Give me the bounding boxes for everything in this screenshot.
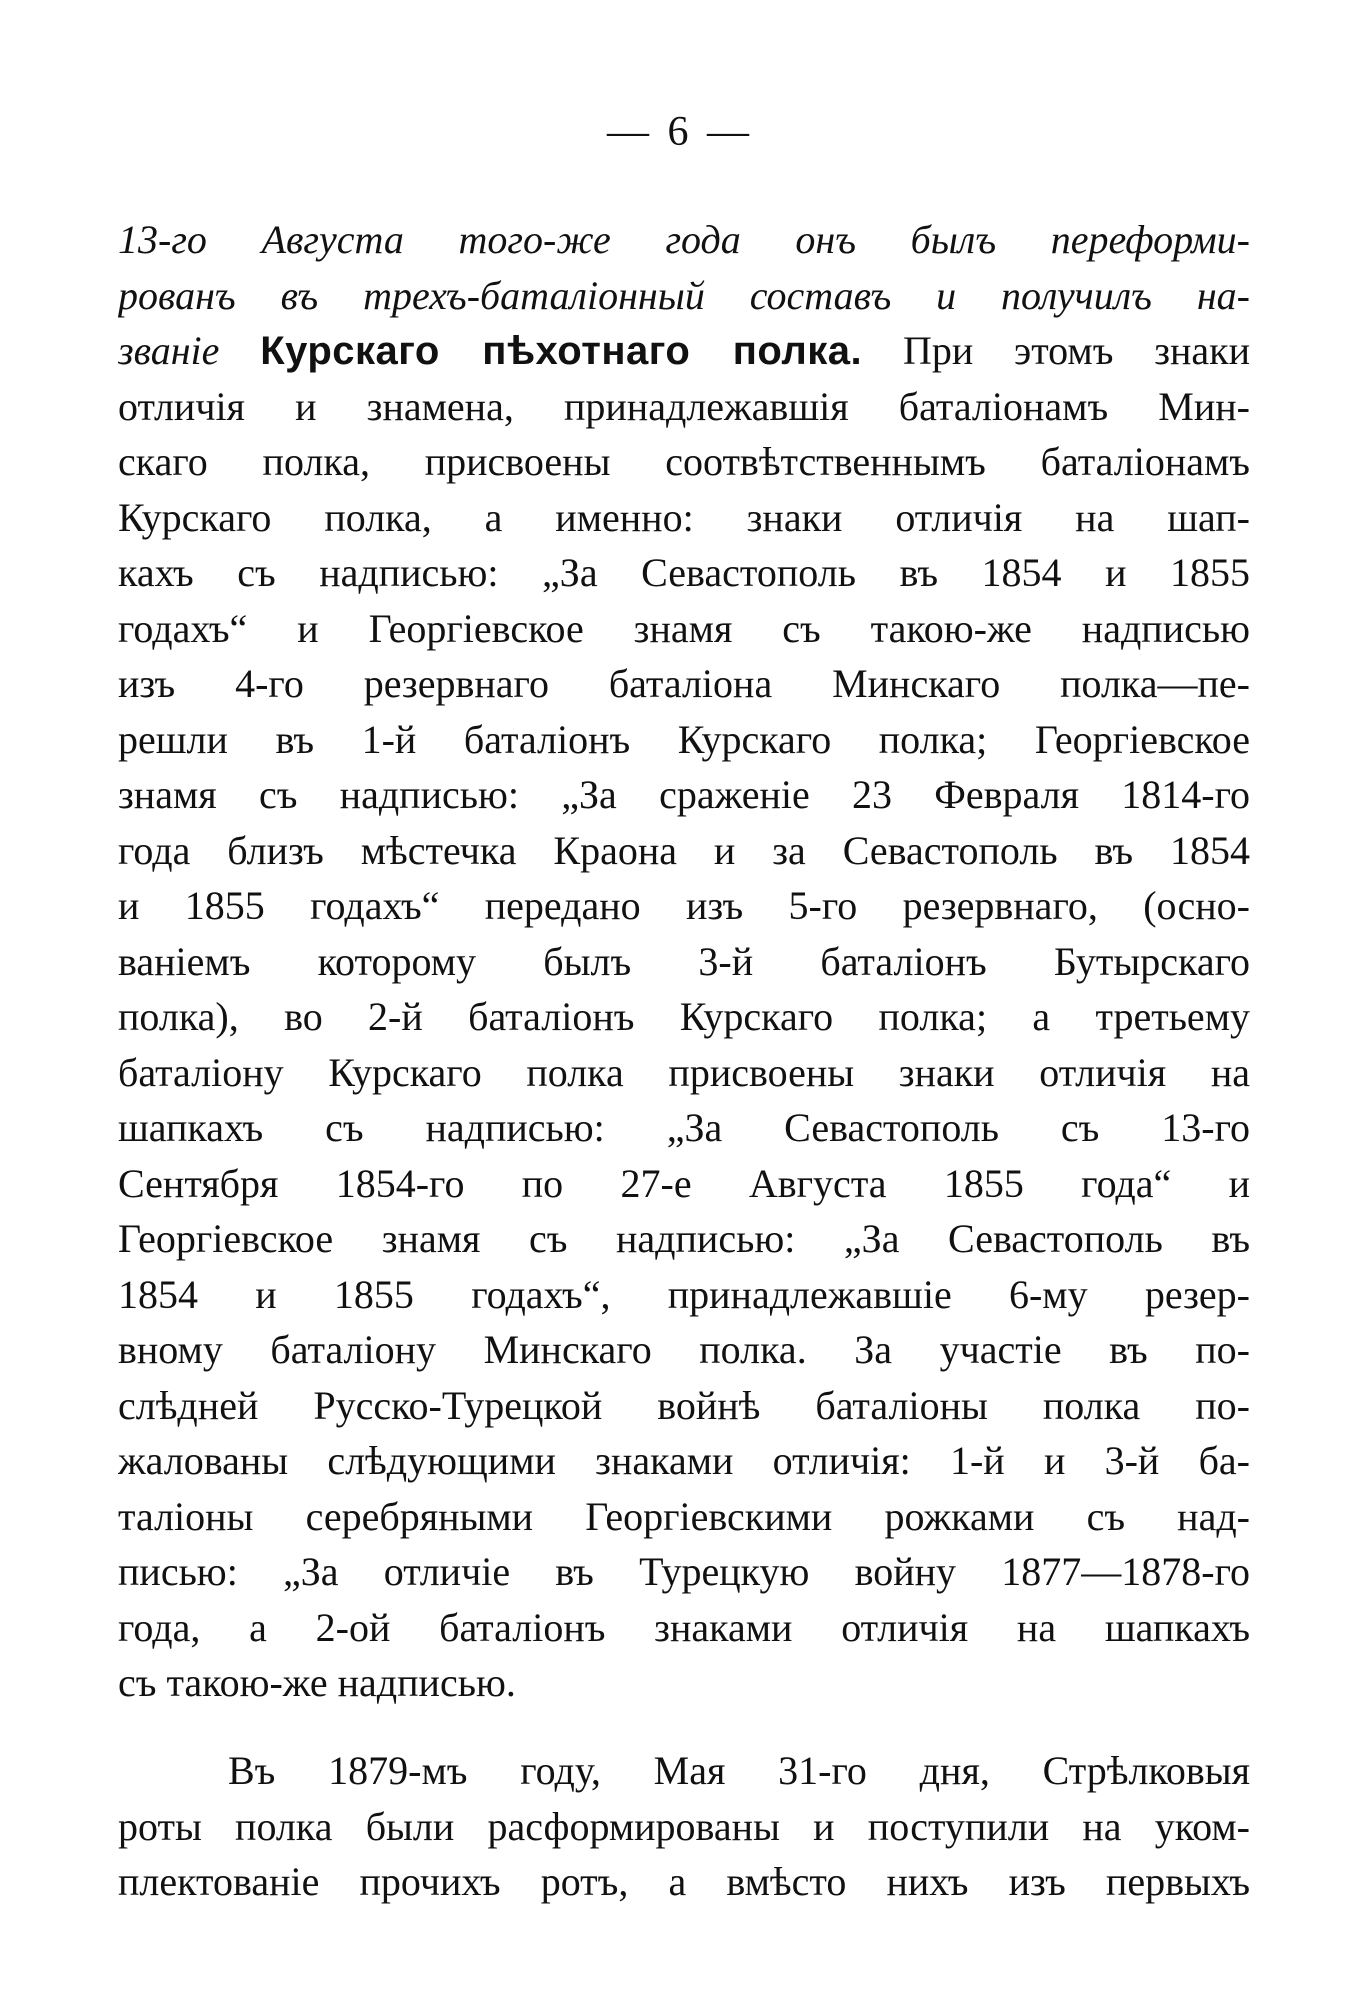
text-line: 1854 и 1855 годахъ“, принадлежавшіе 6-му резер- bbox=[118, 1271, 1250, 1317]
text-line: кахъ съ надписью: „За Севастополь въ 1854 и 1855 bbox=[118, 550, 1250, 595]
text-line: решли въ 1-й баталіонъ Курскаго полка; Георгіевское bbox=[118, 716, 1250, 762]
text-line: знамя съ надписью: „За сраженіе 23 Февраля 1814-го bbox=[118, 772, 1250, 817]
paragraph-1 bbox=[118, 212, 1250, 1711]
text-line: скаго полка, присвоены соотвѣтственнымъ баталіонамъ bbox=[118, 439, 1250, 484]
text-line: года, а 2-ой баталіонъ знаками отличія на шапкахъ bbox=[118, 1604, 1250, 1650]
text-line: годахъ“ и Георгіевское знамя съ такою-же надписью bbox=[118, 605, 1250, 651]
text-line: изъ 4-го резервнаго баталіона Минскаго полка—пе- bbox=[118, 661, 1250, 706]
italic-word: званіе bbox=[118, 328, 220, 373]
text-line: Сентября 1854-го по 27-е Августа 1855 года“ и bbox=[118, 1160, 1250, 1206]
text-line: года близъ мѣстечка Краона и за Севастополь въ 1854 bbox=[118, 827, 1250, 873]
text-line: Георгіевское знамя съ надписью: „За Севастополь въ bbox=[118, 1216, 1250, 1261]
text-line: баталіону Курскаго полка присвоены знаки отличія на bbox=[118, 1049, 1250, 1095]
text-line: Въ 1879-мъ году, Мая 31-го дня, Стрѣлковыя bbox=[228, 1748, 1250, 1793]
text-line: рованъ въ трехъ-баталіонный составъ и получилъ на- bbox=[118, 272, 1250, 318]
text-line: Курскаго полка, а именно: знаки отличія на шап- bbox=[118, 494, 1250, 540]
text-line: полка), во 2-й баталіонъ Курскаго полка; а третьему bbox=[118, 994, 1250, 1039]
text-line-mixed bbox=[118, 323, 1250, 379]
text-line: таліоны серебряными Георгіевскими рожками съ над- bbox=[118, 1493, 1250, 1539]
text-line: съ такою-же надписью. bbox=[118, 1660, 516, 1705]
text-line: отличія и знамена, принадлежавшія баталіонамъ Мин- bbox=[118, 383, 1250, 429]
page-number: — 6 — bbox=[607, 109, 753, 155]
text-line: роты полка были расформированы и поступили на уком- bbox=[118, 1803, 1250, 1849]
text-line: шапкахъ съ надписью: „За Севастополь съ 13-го bbox=[118, 1105, 1250, 1150]
text-line: писью: „За отличіе въ Турецкую войну 1877—1878-го bbox=[118, 1549, 1250, 1594]
text-line: ваніемъ которому былъ 3-й баталіонъ Бутырскаго bbox=[118, 938, 1250, 984]
text-line: и 1855 годахъ“ передано изъ 5-го резервнаго, (осно- bbox=[118, 883, 1250, 928]
text-line: 13-го Августа того-же года онъ былъ переформи- bbox=[118, 217, 1250, 262]
regiment-name: Курскаго пѣхотнаго полка. bbox=[260, 329, 863, 373]
text-span: При этомъ знаки bbox=[902, 328, 1250, 373]
text-line: вному баталіону Минскаго полка. За участіе въ по- bbox=[118, 1327, 1250, 1372]
text-line: слѣдней Русско-Турецкой войнѣ баталіоны полка по- bbox=[118, 1382, 1250, 1428]
text-line: плектованіе прочихъ ротъ, а вмѣсто нихъ изъ первыхъ bbox=[118, 1859, 1250, 1904]
paragraph-2 bbox=[118, 1743, 1250, 1910]
text-line: жалованы слѣдующими знаками отличія: 1-й и 3-й ба- bbox=[118, 1438, 1250, 1483]
